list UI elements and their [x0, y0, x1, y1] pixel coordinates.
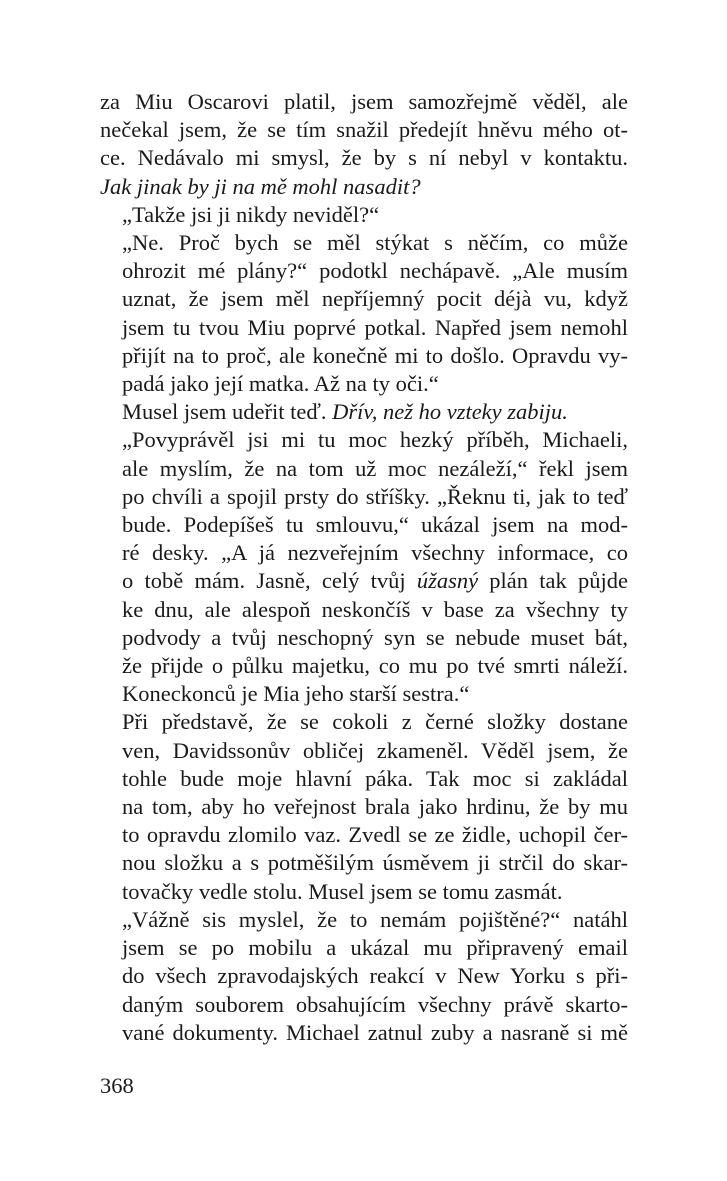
page-number: 368 [100, 1073, 134, 1098]
text-run: jsem se po mobilu a ukázal mu připravený email [122, 935, 628, 961]
text-line [100, 765, 628, 793]
text-line [100, 624, 628, 652]
text-run: ré desky. „A já nezveřejním všechny informace, co [122, 540, 628, 566]
paragraph [100, 906, 628, 1047]
text-run: na tom, aby ho veřejnost brala jako hrdinu, že by mu [122, 794, 628, 820]
text-run: ke dnu, ale alespoň neskončíš v base za všechny ty [122, 596, 628, 622]
text-run: tovačky vedle stolu. Musel jsem se tomu zasmát. [122, 878, 563, 904]
text-line [100, 878, 628, 906]
text-line [100, 201, 628, 229]
text-line [100, 455, 628, 483]
text-line [100, 934, 628, 962]
paragraph [100, 426, 628, 708]
text-run: tohle bude moje hlavní páka. Tak moc si zakládal [122, 765, 628, 791]
text-line [100, 821, 628, 849]
text-run: Koneckonců je Mia jeho starší sestra.“ [122, 681, 470, 707]
paragraph [100, 398, 628, 426]
text-run: „Takže jsi ji nikdy neviděl?“ [122, 201, 380, 227]
text-run: „Povyprávěl jsi mi tu moc hezký příběh, Michaeli, [122, 427, 628, 453]
italic-text: Jak jinak by ji na mě mohl nasadit? [100, 173, 421, 199]
text-line [100, 483, 628, 511]
text-line [100, 88, 628, 116]
text-run: o tobě mám. Jasně, celý tvůj [122, 568, 417, 594]
text-line [100, 793, 628, 821]
text-run: za Miu Oscarovi platil, jsem samozřejmě věděl, ale [100, 89, 628, 114]
text-line [100, 906, 628, 934]
text-line [100, 173, 628, 201]
text-run: „Vážně sis myslel, že to nemám pojištěné?“ natáhl [122, 906, 628, 932]
text-run: vané dokumenty. Michael zatnul zuby a nasraně si mě [122, 1019, 628, 1045]
text-run: plán tak půjde [478, 568, 628, 594]
text-run: to opravdu zlomilo vaz. Zvedl se ze židle, uchopil čer- [122, 822, 628, 848]
text-line [100, 257, 628, 285]
text-line [100, 1019, 628, 1047]
italic-text: Dřív, než ho vzteky zabiju. [332, 399, 568, 425]
text-run: do všech zpravodajských reakcí v New Yorku s při- [122, 963, 628, 989]
text-run: jsem tu tvou Miu poprvé potkal. Napřed jsem nemohl [122, 314, 628, 340]
text-run: nečekal jsem, že se tím snažil předejít hněvu mého ot- [100, 117, 628, 143]
text-line [100, 596, 628, 624]
text-line [100, 314, 628, 342]
text-run: daným souborem obsahujícím všechny právě skarto- [122, 991, 628, 1017]
text-run: „Ne. Proč bych se měl stýkat s něčím, co může [122, 230, 628, 256]
text-line [100, 229, 628, 257]
italic-text: úžasný [416, 568, 479, 594]
text-line [100, 511, 628, 539]
paragraph [100, 88, 628, 201]
text-line [100, 849, 628, 877]
text-run: Musel jsem udeřit teď. [122, 399, 333, 425]
text-line [100, 398, 628, 426]
text-run: že přijde o půlku majetku, co mu po tvé smrti náleží. [122, 653, 628, 679]
text-line [100, 342, 628, 370]
text-line [100, 680, 628, 708]
text-line [100, 426, 628, 454]
text-run: ohrozit mé plány?“ podotkl nechápavě. „Ale musím [122, 258, 628, 284]
text-line [100, 652, 628, 680]
text-line [100, 708, 628, 736]
text-line [100, 737, 628, 765]
text-line [100, 962, 628, 990]
text-run: přijít na to proč, ale konečně mi to došlo. Opravdu vy- [122, 342, 628, 368]
text-line [100, 144, 628, 172]
text-line [100, 116, 628, 144]
paragraph [100, 708, 628, 905]
text-run: bude. Podepíšeš tu smlouvu,“ ukázal jsem na mod- [122, 512, 628, 538]
text-run: ce. Nedávalo mi smysl, že by s ní nebyl v kontaktu. [100, 145, 628, 171]
paragraph [100, 201, 628, 229]
text-run: podvody a tvůj neschopný syn se nebude muset bát, [122, 624, 628, 650]
text-line [100, 285, 628, 313]
book-page-text [100, 88, 628, 1047]
text-run: ven, Davidssonův obličej zkameněl. Věděl jsem, že [122, 737, 628, 763]
text-line [100, 539, 628, 567]
text-line [100, 370, 628, 398]
text-run: ale myslím, že na tom už moc nezáleží,“ řekl jsem [122, 455, 628, 481]
text-line [100, 991, 628, 1019]
paragraph [100, 229, 628, 398]
text-run: po chvíli a spojil prsty do stříšky. „Řeknu ti, jak to teď [122, 483, 628, 509]
text-line [100, 567, 628, 595]
text-run: nou složku a s potměšilým úsměvem ji strčil do skar- [122, 850, 628, 876]
text-run: padá jako její matka. Až na ty oči.“ [122, 371, 439, 397]
text-run: uznat, že jsem měl nepříjemný pocit déjà vu, když [122, 286, 628, 312]
text-run: Při představě, že se cokoli z černé složky dostane [122, 709, 628, 735]
